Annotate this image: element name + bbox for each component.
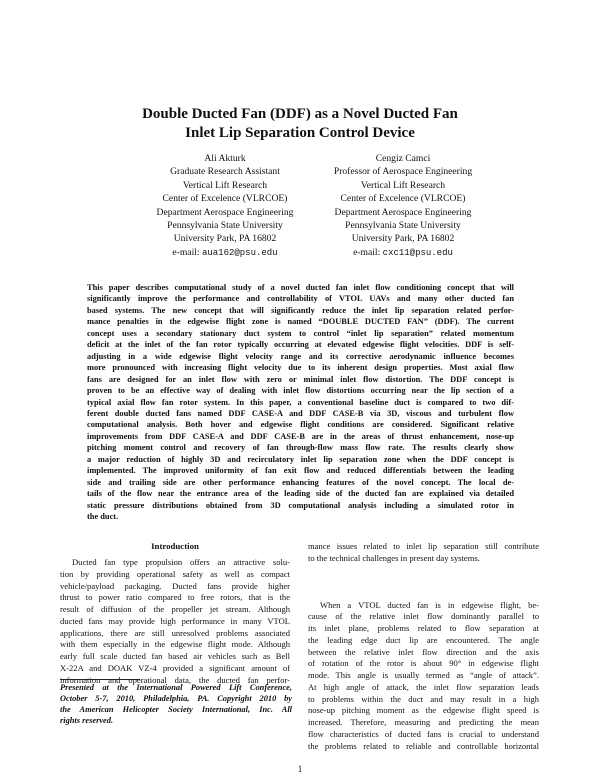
author-city: University Park, PA 16802 <box>351 233 455 245</box>
abstract-line: concept uses a secondary stationary duct system to control “inlet lip separation” related momentum <box>87 328 514 338</box>
footnote-line: the American Helicopter Society International, Inc. All <box>60 705 292 715</box>
abstract-line: the duct. <box>87 512 119 522</box>
author-camci <box>283 152 523 260</box>
text-line: with them especially in the edgewise flight mode. Although <box>60 639 290 650</box>
text-line: flow characteristics of ducted fans is crucial to understand <box>308 728 539 739</box>
paper-title <box>0 105 600 143</box>
author-department: Department Aerospace Engineering <box>334 206 472 218</box>
text-line: its inlet plane, problems related to flow separation at <box>308 623 539 633</box>
text-line: mode. This angle is usually termed as “angle of attack”. <box>308 670 539 680</box>
abstract-line: adjusting in a wide edgewise flight velocity range and its corrective aerodynamic influence becomes <box>87 351 514 361</box>
author-department: Department Aerospace Engineering <box>156 206 294 218</box>
title-line: Double Ducted Fan (DDF) as a Novel Ducted Fan <box>142 106 458 122</box>
text-line: cause of the relative inlet flow dominantly parallel to <box>308 611 539 622</box>
author-name: Cengiz Camci <box>375 153 431 164</box>
text-line: Ducted fan type propulsion offers an attractive solu- <box>72 557 290 567</box>
text-line: mance issues related to inlet lip separation still contribute <box>308 541 539 551</box>
footnote <box>60 679 292 726</box>
abstract <box>87 282 514 523</box>
text-line: applications, there are still unresolved problems associated <box>60 627 290 638</box>
footnote-rule <box>60 679 140 680</box>
abstract-line: typical axial flow fan rotor system. In this paper, a conventional baseline duct is compared to two dif- <box>87 397 514 407</box>
abstract-line: This paper describes computational study of a novel ducted fan inlet flow conditioning concept that will <box>87 283 514 292</box>
text-line: increased. Therefore, measuring and predicting the mean <box>308 717 539 727</box>
left-column <box>60 541 290 686</box>
text-line: to the technical challenges in present day systems. <box>308 552 480 563</box>
author-center-name: Center of Excelence (VLRCOE) <box>162 193 288 205</box>
text-line: to problems within the duct and may result in a high <box>308 693 539 704</box>
abstract-line: significantly improve the performance and controllability of VTOL UAVs and many other ducted fan <box>87 294 514 304</box>
text-line: ducted fans may provide high performance in many VTOL <box>60 615 290 626</box>
author-center: Vertical Lift Research <box>360 179 446 191</box>
abstract-line: ferent double ducted fans named DDF CASE-A and DDF CASE-B via 3D, viscous and turbulent flow <box>87 408 514 418</box>
author-position: Professor of Aerospace Engineering <box>333 166 473 178</box>
author-university: Pennsylvania State University <box>345 220 461 232</box>
text-line: the problems related to reliable and controllable horizontal <box>308 740 539 751</box>
abstract-line: pitching moment control and recovery of fan through-flow mass flow rate. The results clearly show <box>87 443 514 453</box>
text-line: When a VTOL ducted fan is in edgewise flight, be- <box>320 599 539 610</box>
abstract-line: computational analysis. Both hover and edgewise flight conditions are considered. Significant relative <box>87 420 514 430</box>
author-name: Ali Akturk <box>204 153 246 164</box>
abstract-line: implemented. The improved uniformity of fan exit flow and reduced differentials between the leading <box>87 466 514 476</box>
author-email[interactable]: cxc11@psu.edu <box>382 247 453 258</box>
abstract-line: tails of the flow near the entrance area of the leading side of the ducted fan are explained via detailed <box>87 489 514 499</box>
author-center: Vertical Lift Research <box>182 179 268 191</box>
abstract-line: based systems. The new concept that will significantly reduce the inlet lip separation related perfor- <box>87 305 514 315</box>
abstract-line: proven to be an effective way of dealing with inlet flow distortions occurring near the lip section of a <box>87 386 514 396</box>
footnote-line: October 5-7, 2010, Philadelphia, PA. Copyright 2010 by <box>60 694 292 704</box>
footnote-text <box>60 682 292 726</box>
abstract-line: a major reduction of highly 3D and recirculatory inlet lip separation zone when the DDF concept is <box>87 454 514 464</box>
abstract-line: mance penalties in the edgewise flight zone is named “DOUBLE DUCTED FAN” (DDF). The current <box>87 317 514 327</box>
intro-paragraph <box>60 557 290 686</box>
text-line: nose-up pitching moment as the edgewise flight speed is <box>308 705 539 716</box>
edgewise-flight-paragraph <box>308 600 539 753</box>
author-city: University Park, PA 16802 <box>173 233 277 245</box>
text-line: the leading edge duct lip are encountered. The angle <box>308 634 539 645</box>
intro-paragraph-continued <box>308 541 539 565</box>
author-email-line <box>283 246 523 260</box>
text-line: At high angle of attack, the inlet flow separation leads <box>308 681 539 692</box>
text-line: early full scale ducted fan based air vehicles such as Bell <box>60 651 290 661</box>
title-line: Inlet Lip Separation Control Device <box>185 125 415 141</box>
right-column <box>308 541 539 752</box>
email-label: e-mail: <box>172 246 200 258</box>
abstract-line: fans are designed for an inlet flow with zero or minimal inlet flow distortion. The DDF concept is <box>87 374 514 384</box>
text-line: thrust to power ratio compared to free rotors, that is the <box>60 592 290 603</box>
text-line: of rotation of the rotor is about 90° in edgewise flight <box>308 658 539 669</box>
abstract-line: more pronounced with increasing flight velocity due to its inherent design properties. Most axial flow <box>87 363 514 373</box>
author-center-name: Center of Excelence (VLRCOE) <box>340 193 466 205</box>
text-line: information and operational data, the ducted fan perfor- <box>60 674 290 685</box>
text-line: tion by providing operational safety as well as compact <box>60 568 290 579</box>
footnote-line: Presented at the International Powered Lift Conference, <box>60 683 292 692</box>
text-line: between the relative inlet flow direction and the axis <box>308 646 539 657</box>
page-number: 1 <box>297 764 303 774</box>
text-line: vehicle/payload packaging. Ducted fans provide higher <box>60 580 290 591</box>
paragraph-gap <box>308 565 539 600</box>
author-position: Graduate Research Assistant <box>170 166 280 178</box>
author-university: Pennsylvania State University <box>167 220 283 232</box>
abstract-line: static pressure distributions obtained from 3D computational analysis including a simulated rotor in <box>87 500 514 510</box>
abstract-line: improvements from DDF CASE-A and DDF CASE-B are in the areas of thrust enhancement, nose-up <box>87 431 514 441</box>
abstract-line: side and trailing side are other performance enhancing features of the novel concept. The local de- <box>87 477 514 487</box>
text-line: result of diffusion of the propeller jet stream. Although <box>60 604 290 614</box>
email-label: e-mail: <box>353 246 381 258</box>
text-line: X-22A and DOAK VZ-4 provided a significant amount of <box>60 662 290 673</box>
section-heading-introduction: Introduction <box>151 541 199 551</box>
footnote-line: rights reserved. <box>60 716 114 726</box>
abstract-line: deficit at the inlet of the fan rotor typically occurring at elevated edgewise flight velocities. DDF is self- <box>87 340 514 350</box>
author-email[interactable]: aua162@psu.edu <box>201 247 278 258</box>
